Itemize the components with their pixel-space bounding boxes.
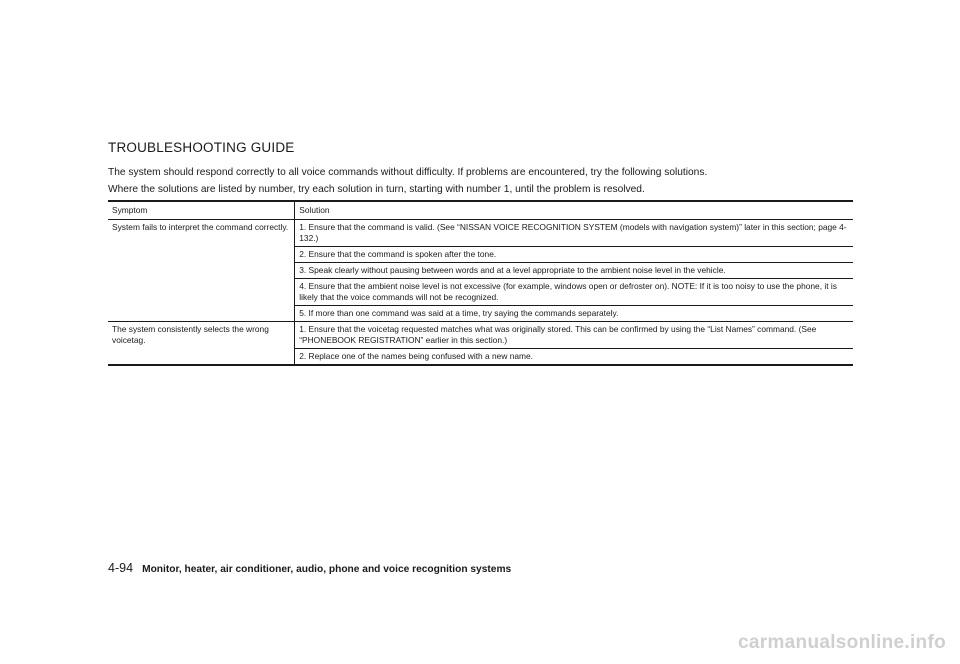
page-number: 4-94 — [108, 561, 134, 575]
page-footer — [108, 561, 511, 575]
solution-cell: 1. Ensure that the voicetag requested matches what was originally stored. This can be confirmed by using the “List Names” command. (See “PHONEBOOK REGISTRATION” earlier in this section.) — [295, 322, 853, 349]
chapter-title: Monitor, heater, air conditioner, audio, phone and voice recognition systems — [142, 564, 512, 575]
table-row — [108, 322, 853, 349]
site-watermark: carmanualsonline.info — [738, 632, 946, 653]
symptom-cell: System fails to interpret the command correctly. — [108, 220, 295, 322]
header-solution: Solution — [295, 201, 853, 220]
table-row — [108, 220, 853, 247]
header-symptom: Symptom — [108, 201, 295, 220]
solution-cell: 3. Speak clearly without pausing between words and at a level appropriate to the ambient noise level in the vehicle. — [295, 263, 853, 279]
intro-line-1: The system should respond correctly to all voice commands without difficulty. If problems are encountered, try the following solutions. — [108, 167, 708, 178]
intro-line-2: Where the solutions are listed by number, try each solution in turn, starting with number 1, until the problem is resolved. — [108, 184, 645, 195]
troubleshooting-table — [108, 200, 853, 366]
solution-cell: 5. If more than one command was said at a time, try saying the commands separately. — [295, 306, 853, 322]
table-header-row — [108, 201, 853, 220]
symptom-cell: The system consistently selects the wrong voicetag. — [108, 322, 295, 366]
solution-cell: 2. Replace one of the names being confused with a new name. — [295, 349, 853, 366]
section-heading: TROUBLESHOOTING GUIDE — [108, 140, 295, 155]
solution-cell: 1. Ensure that the command is valid. (See “NISSAN VOICE RECOGNITION SYSTEM (models with navigation system)” later in this section; page 4-132.) — [295, 220, 853, 247]
solution-cell: 4. Ensure that the ambient noise level is not excessive (for example, windows open or defroster on). NOTE: If it is too noisy to use the phone, it is likely that the voice commands will not be recognized. — [295, 279, 853, 306]
solution-cell: 2. Ensure that the command is spoken after the tone. — [295, 247, 853, 263]
